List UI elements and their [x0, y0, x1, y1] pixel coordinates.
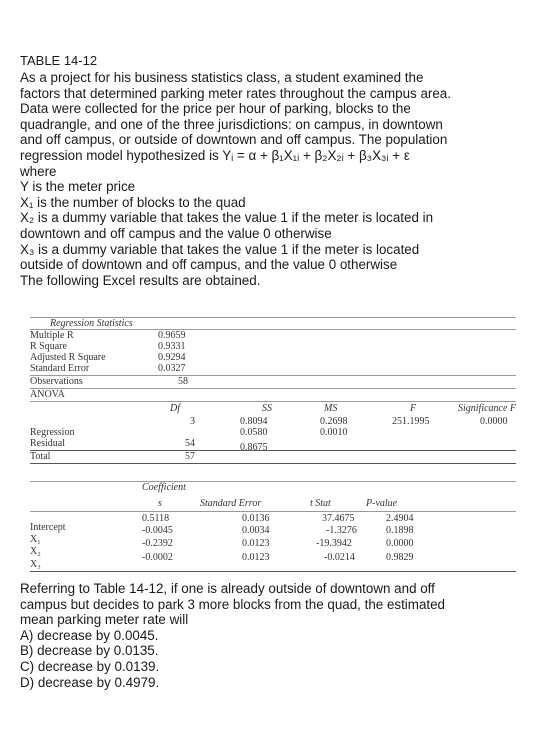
excel-output-table — [30, 317, 516, 589]
coef-value: 0.5118 — [142, 513, 170, 524]
col-header-significance-f: Significance F — [458, 403, 517, 414]
coef-t: 37.4675 — [322, 513, 355, 524]
table-title: TABLE 14-12 — [20, 53, 98, 68]
table-row — [30, 559, 516, 570]
problem-intro — [20, 70, 530, 288]
coef-se: 0.0123 — [242, 538, 270, 549]
stat-value: 0.9331 — [158, 341, 186, 352]
table-row — [30, 330, 516, 341]
coef-value: -0.0045 — [142, 525, 173, 536]
variable-x2: X₂ is a dummy variable that takes the value 1 if the meter is located in — [20, 210, 434, 226]
coef-row-label: Intercept — [30, 522, 66, 533]
stat-label: Adjusted R Square — [30, 352, 106, 363]
intro-line: and off campus, or outside of downtown and off campus. The population — [20, 132, 448, 148]
stat-value: 0.9294 — [158, 352, 186, 363]
stat-value: 0.0327 — [158, 363, 186, 374]
variable-x3-cont: outside of downtown and off campus, and the value 0 otherwise — [20, 257, 398, 273]
table-row — [30, 341, 516, 352]
variable-y: Y is the meter price — [20, 179, 136, 195]
question-line: Referring to Table 14-12, if one is already outside of downtown and off — [20, 581, 435, 596]
coef-p: 0.0000 — [386, 538, 414, 549]
variable-x3: X₃ is a dummy variable that takes the value 1 if the meter is located — [20, 241, 420, 257]
question-block — [20, 581, 530, 690]
regression-stats-title: Regression Statistics — [50, 318, 133, 329]
stat-value: 0.9659 — [158, 330, 186, 341]
stat-label: Observations — [30, 376, 83, 387]
table-rule — [30, 401, 516, 402]
anova-ms: 0.0010 — [320, 427, 348, 438]
coef-se: 0.0034 — [242, 525, 270, 536]
coef-header-row — [30, 482, 516, 509]
coef-p: 2.4904 — [386, 513, 414, 524]
coef-se: 0.0123 — [242, 552, 270, 563]
coef-se: 0.0136 — [242, 513, 270, 524]
col-header-coefficient: Coefficient — [142, 482, 186, 493]
col-header-t-stat: t Stat — [310, 498, 331, 509]
coef-t: -1.3276 — [326, 525, 357, 536]
answer-option-a[interactable]: A) decrease by 0.0045. — [20, 627, 159, 643]
intro-line: where — [20, 163, 57, 179]
table-row — [30, 352, 516, 363]
regression-stats-header — [30, 318, 516, 329]
model-equation: regression model hypothesized is Yᵢ = α + β₁X₁ᵢ + β₂X₂ᵢ + β₃X₃ᵢ + ε — [20, 147, 410, 163]
anova-sig: 0.0000 — [480, 416, 508, 427]
table-rule — [30, 463, 516, 464]
stat-value: 58 — [178, 376, 188, 387]
coef-p: 0.9829 — [386, 552, 414, 563]
answer-option-d[interactable]: D) decrease by 0.4979. — [20, 674, 160, 690]
anova-row-label: Total — [30, 451, 51, 462]
question-line: campus but decides to park 3 more blocks from the quad, the estimated — [20, 596, 446, 612]
anova-row-label: Regression — [30, 427, 75, 438]
col-header-standard-error: Standard Error — [200, 498, 262, 509]
col-header-ss: SS — [262, 403, 272, 414]
col-header-ms: MS — [324, 403, 338, 414]
coef-value: -0.0002 — [142, 552, 173, 563]
stat-label: Multiple R — [30, 330, 74, 341]
anova-label: ANOVA — [30, 389, 65, 400]
anova-df: 57 — [185, 451, 195, 462]
col-header-f: F — [410, 403, 417, 414]
anova-ss: 0.8094 — [240, 416, 268, 427]
col-header-p-value: P-value — [366, 498, 398, 509]
col-header-coefficient-s: s — [158, 498, 162, 509]
question-line: mean parking meter rate will — [20, 612, 189, 628]
anova-df: 3 — [190, 416, 195, 427]
stat-label: R Square — [30, 341, 67, 352]
coef-p: 0.1898 — [386, 525, 414, 536]
anova-ss: 0.0580 — [240, 427, 268, 438]
col-header-df: Df — [170, 403, 180, 414]
anova-ms: 0.2698 — [320, 416, 348, 427]
table-row — [30, 363, 516, 374]
anova-ss: 0.8675 — [240, 442, 268, 453]
anova-f: 251.1995 — [392, 416, 430, 427]
variable-x2-cont: downtown and off campus and the value 0 otherwise — [20, 225, 332, 241]
coef-header-row-2 — [30, 498, 516, 509]
table-row — [30, 376, 516, 387]
coef-value: -0.2392 — [142, 538, 173, 549]
anova-row-label: Residual — [30, 438, 65, 449]
anova-label-row — [30, 389, 516, 400]
stat-label: Standard Error — [30, 363, 90, 374]
intro-line: quadrangle, and one of the three jurisdictions: on campus, in downtown — [20, 116, 443, 132]
table-rule — [30, 511, 516, 512]
answer-option-b[interactable]: B) decrease by 0.0135. — [20, 643, 159, 659]
answer-option-c[interactable]: C) decrease by 0.0139. — [20, 658, 160, 674]
coef-row-label: X₁ — [30, 534, 41, 545]
table-row — [30, 427, 516, 438]
coef-row-label: X₂ — [30, 546, 41, 557]
anova-df: 54 — [185, 438, 195, 449]
table-rule — [30, 571, 516, 572]
intro-line: factors that determined parking meter rates throughout the campus area. — [20, 85, 451, 101]
coef-t: -19.3942 — [316, 538, 352, 549]
coef-t: -0.0214 — [324, 552, 355, 563]
intro-line: As a project for his business statistics class, a student examined the — [20, 70, 424, 85]
coef-row-label: X₃ — [30, 559, 41, 570]
intro-line: Data were collected for the price per hour of parking, blocks to the — [20, 101, 411, 117]
anova-header-row — [30, 403, 516, 414]
variable-x1: X₁ is the number of blocks to the quad — [20, 194, 246, 210]
excel-intro: The following Excel results are obtained. — [20, 272, 261, 288]
